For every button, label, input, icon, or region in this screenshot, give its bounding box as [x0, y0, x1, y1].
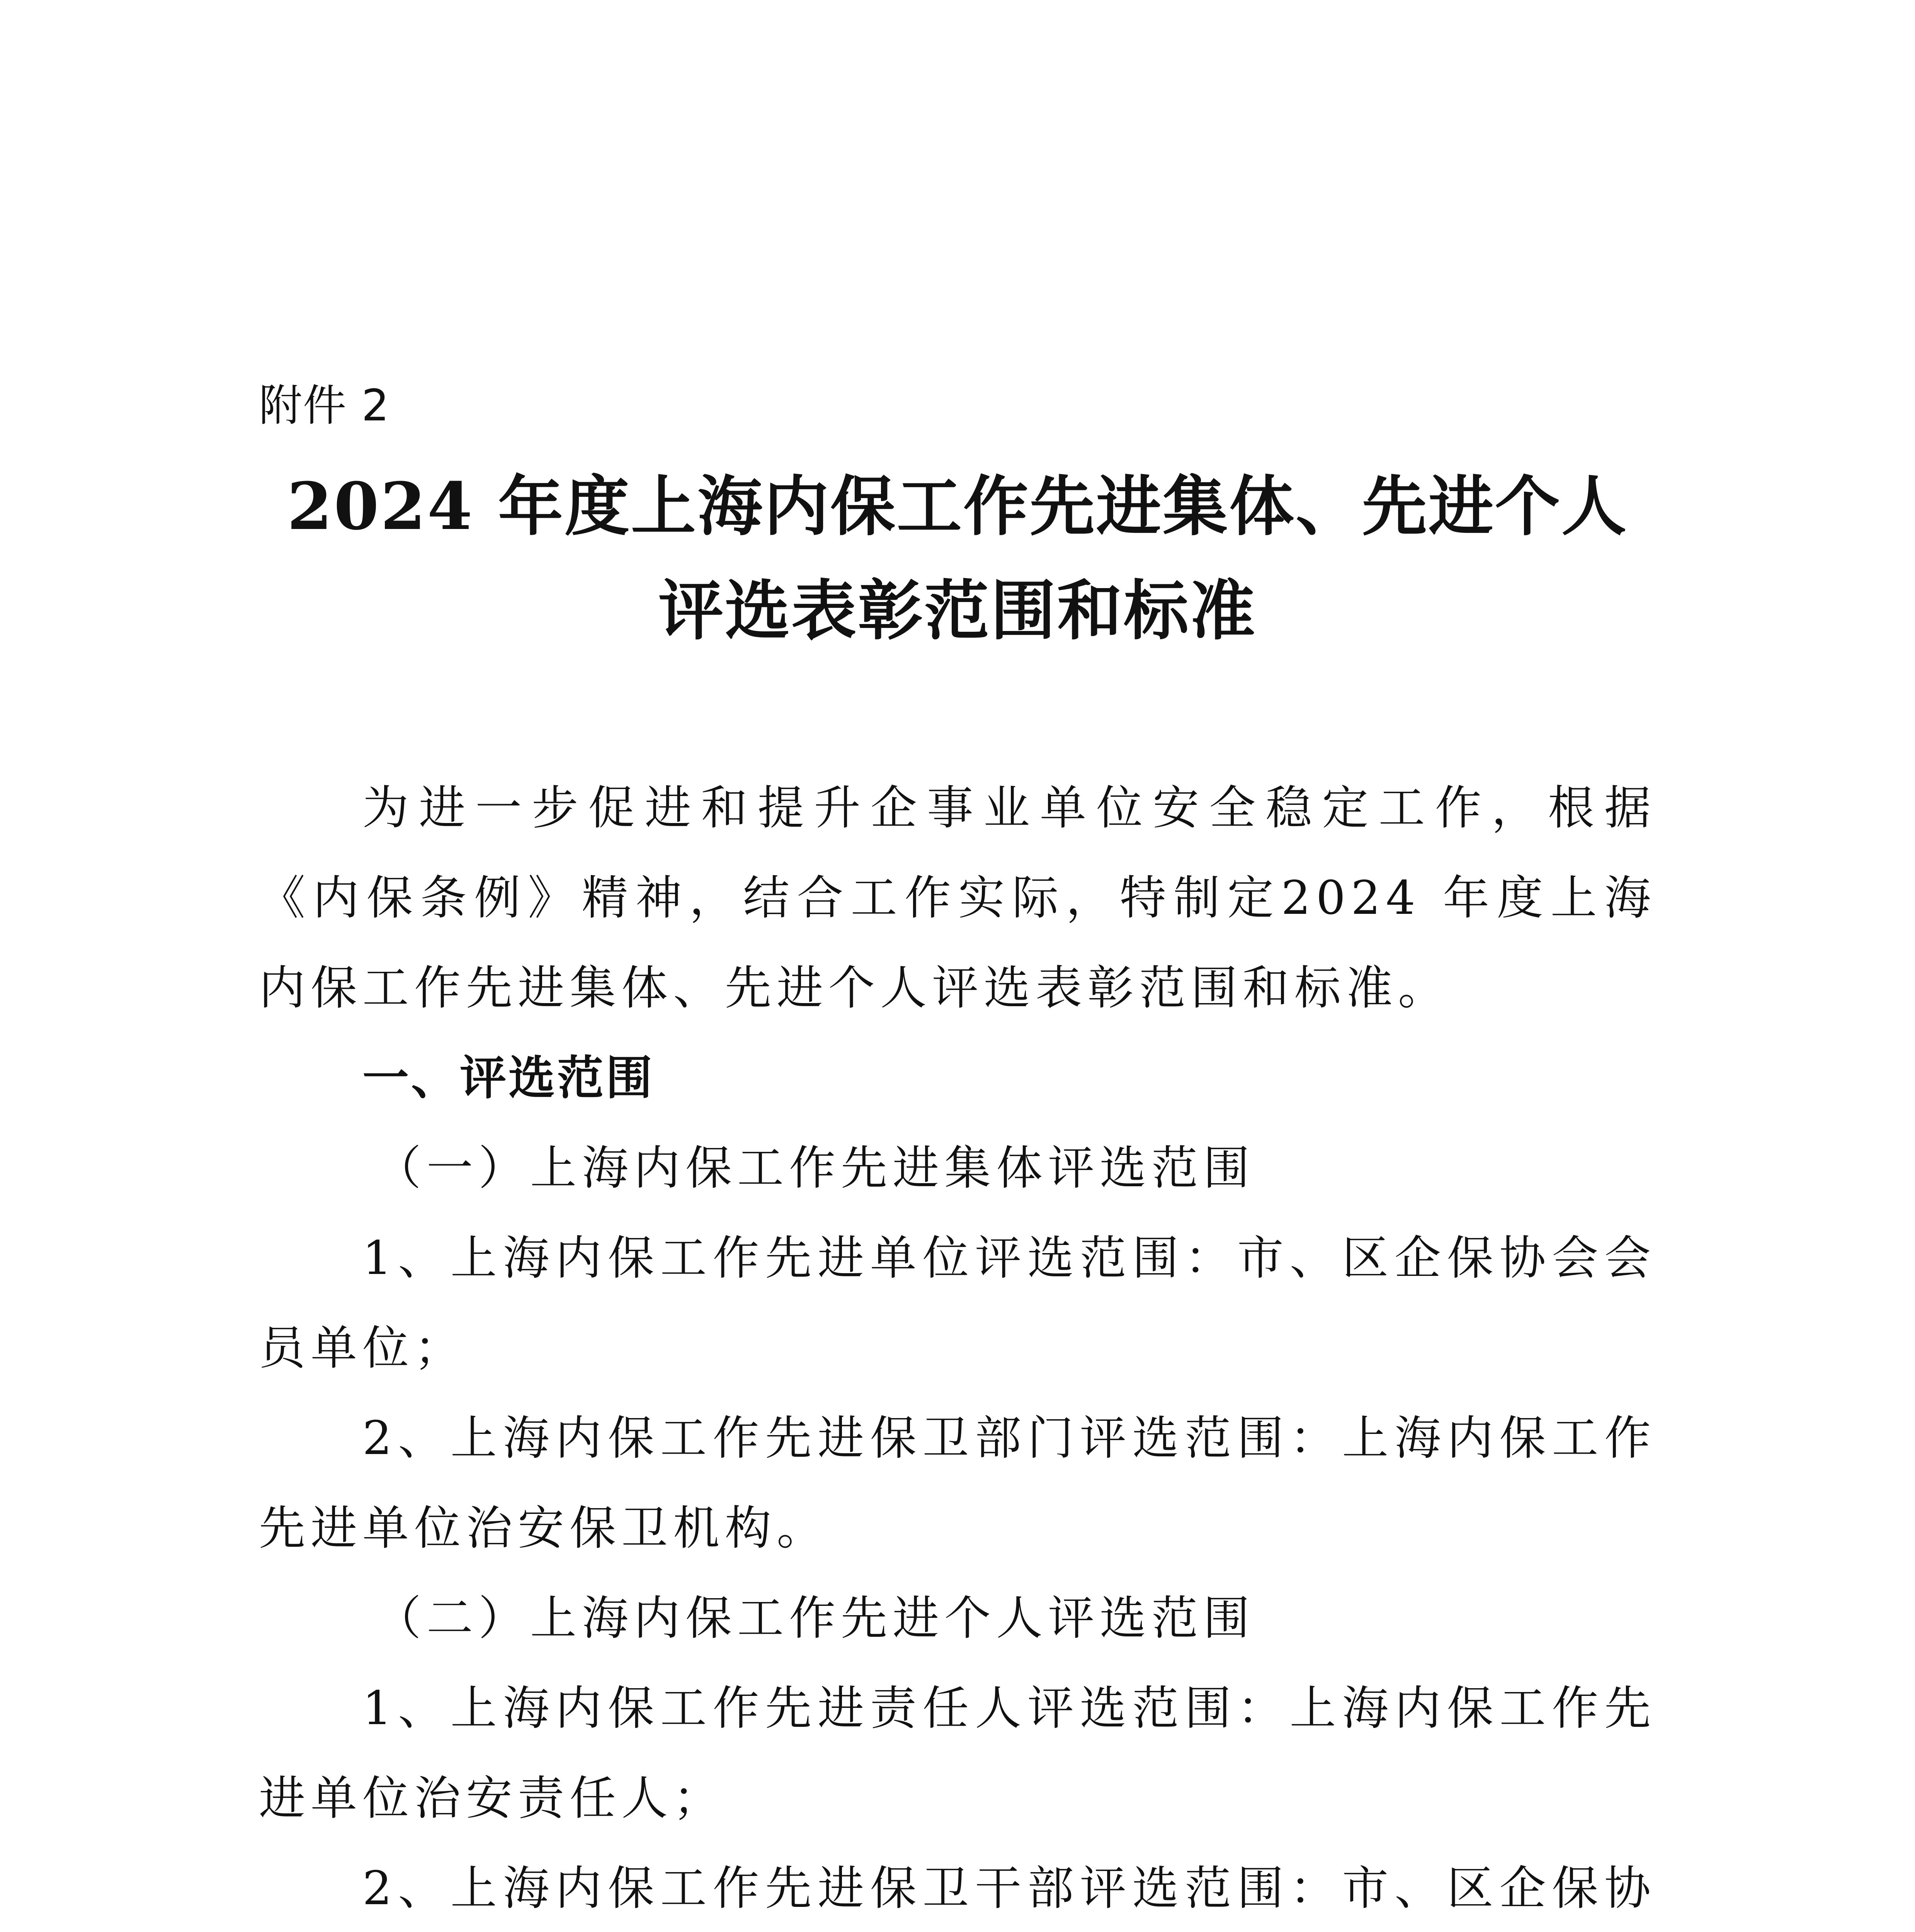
attachment-label: 附件 2 [259, 381, 390, 431]
intro-paragraph: 为进一步促进和提升企事业单位安全稳定工作，根据《内保条例》精神，结合工作实际，特制定2024 年度上海内保工作先进集体、先进个人评选表彰范围和标准。 [259, 781, 1656, 1015]
document-title-line-2: 评选表彰范围和标准 [658, 572, 1257, 649]
list-item-responsible-person-scope: 1、上海内保工作先进责任人评选范围：上海内保工作先进单位治安责任人； [259, 1682, 1656, 1825]
list-item-security-cadre-scope: 2、上海内保工作先进保卫干部评选范围：市、区企保协 [362, 1862, 1656, 1915]
section-heading-scope: 一、评选范围 [362, 1051, 655, 1105]
list-item-security-dept-scope: 2、上海内保工作先进保卫部门评选范围：上海内保工作先进单位治安保卫机构。 [259, 1412, 1656, 1555]
document-body [259, 763, 1656, 1932]
subsection-heading-individual-scope: （二）上海内保工作先进个人评选范围 [375, 1592, 1255, 1645]
subsection-heading-collective-scope: （一）上海内保工作先进集体评选范围 [375, 1141, 1255, 1195]
list-item-advanced-unit-scope: 1、上海内保工作先进单位评选范围：市、区企保协会会员单位； [259, 1231, 1656, 1375]
document-title-line-1: 2024 年度上海内保工作先进集体、先进个人 [287, 468, 1628, 544]
